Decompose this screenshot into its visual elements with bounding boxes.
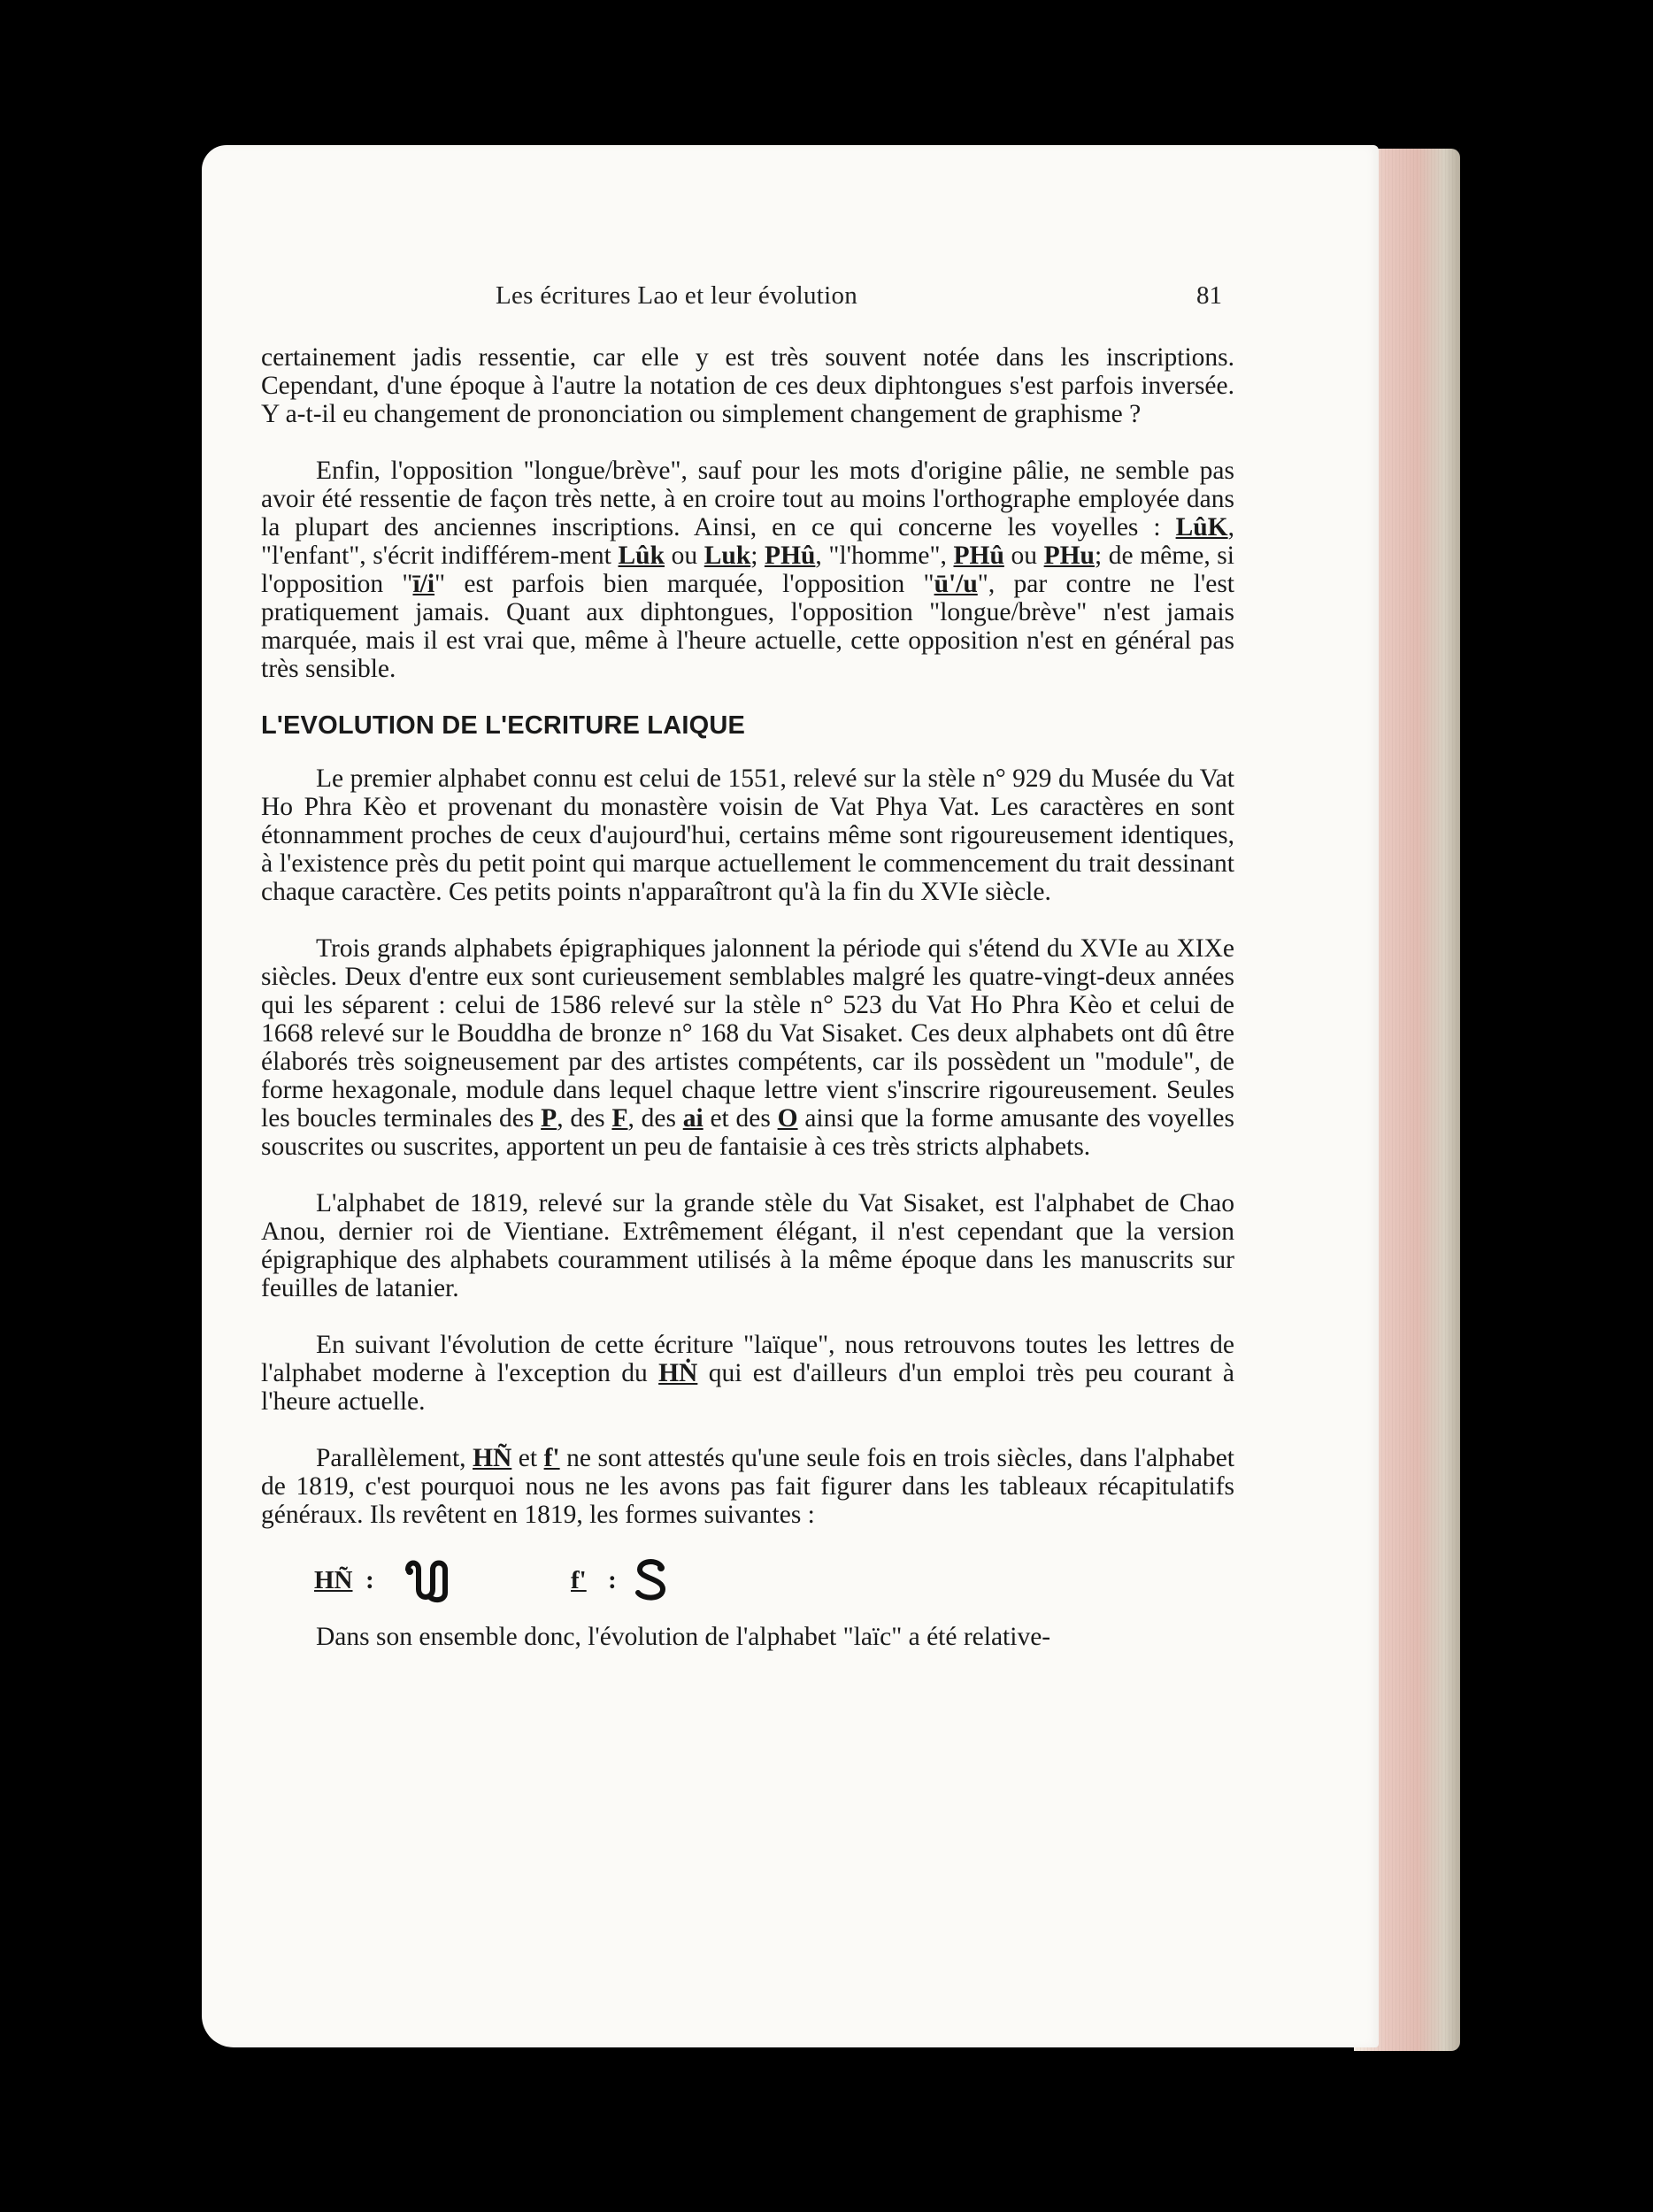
translit-phu-a: PHû	[765, 541, 816, 570]
paragraph-5: L'alphabet de 1819, relevé sur la grande stèle du Vat Sisaket, est l'alphabet de Chao Anou, dernier roi de Vientiane. Extrêmement élégant, il n'est cependant que la version épigraphique des alphabets couramment utilisés à la même époque dans les manuscrits sur feuilles de latanier.	[261, 1189, 1234, 1302]
translit-phu-b: PHû	[953, 541, 1004, 570]
paragraph-8: Dans son ensemble donc, l'évolution de l'alphabet "laïc" a été relative-	[316, 1623, 1051, 1651]
translit-luk-long: LûK	[1175, 513, 1228, 541]
translit-luk-short-a: Lûk	[618, 541, 665, 570]
glyph-separator-2: :	[608, 1566, 617, 1594]
translit-ai: ai	[682, 1104, 703, 1133]
glyph-examples	[261, 1557, 1234, 1600]
paragraph-7: Parallèlement, HÑ et f' ne sont attestés qu'une seule fois en trois siècles, dans l'alphabet de 1819, c'est pourquoi nous ne les avons pas fait figurer dans les tableaux récapitulatifs généraux. Ils revêtent en 1819, les formes suivantes :	[261, 1444, 1234, 1529]
paragraph-3: Le premier alphabet connu est celui de 1551, relevé sur la stèle n° 929 du Musée du Vat Ho Phra Kèo et provenant du monastère voisin de Vat Phya Vat. Les caractères en sont étonnamment proches de ceux d'aujourd'hui, certains même sont rigoureusement identiques, à l'existence près du petit point qui marque actuellement le commencement du trait dessinant chaque caractère. Ces petits points n'apparaîtront qu'à la fin du XVIe siècle.	[261, 764, 1234, 906]
translit-phu-c: PHu	[1043, 541, 1095, 570]
paragraph-6: En suivant l'évolution de cette écriture "laïque", nous retrouvons toutes les lettres de l'alphabet moderne à l'exception du HṄ qui est d'ailleurs d'un emploi très peu courant à l'heure actuelle.	[261, 1331, 1234, 1416]
glyph-label-hn: HÑ	[314, 1566, 353, 1594]
section-heading: L'EVOLUTION DE L'ECRITURE LAIQUE	[261, 711, 746, 740]
page-body	[261, 343, 1234, 1679]
page-number: 81	[1196, 281, 1222, 310]
paragraph-2: Enfin, l'opposition "longue/brève", sauf pour les mots d'origine pâlie, ne semble pas avoir été ressentie de façon très nette, à en croire tout au moins l'orthographe employée dans la plupart des anciennes inscriptions. Ainsi, en ce qui concerne les voyelles : LûK, "l'enfant", s'écrit indifférem-ment Lûk ou Luk; PHû, "l'homme", PHû ou PHu; de même, si l'opposition "ī/i" est parfois bien marquée, l'opposition "ū'/u", par contre ne l'est pratiquement jamais. Quant aux diphtongues, l'opposition "longue/brève" n'est jamais marquée, mais il est vrai que, même à l'heure actuelle, cette opposition n'est en général pas très sensible.	[261, 457, 1234, 683]
translit-i-long-short: ī/i	[412, 570, 435, 598]
translit-hn-dot: HṄ	[658, 1359, 698, 1387]
glyph-separator-1: :	[365, 1566, 374, 1594]
translit-u-long-short: ū'/u	[934, 570, 978, 598]
paragraph-4: Trois grands alphabets épigraphiques jalonnent la période qui s'étend du XVIe au XIXe siècles. Deux d'entre eux sont curieusement semblables malgré les quatre-vingt-deux années qui les séparent : celui de 1586 relevé sur la stèle n° 523 du Vat Ho Phra Kèo et celui de 1668 relevé sur le Bouddha de bronze n° 168 du Vat Sisaket. Ces deux alphabets ont dû être élaborés très soigneusement par des artistes compétents, car ils possèdent un "module", de forme hexagonale, module dans lequel chaque lettre vient s'inscrire rigoureusement. Seules les boucles terminales des P, des F, des ai et des O ainsi que la forme amusante des voyelles souscrites ou suscrites, apportent un peu de fantaisie à ces très stricts alphabets.	[261, 934, 1235, 1161]
running-title: Les écritures Lao et leur évolution	[496, 281, 858, 310]
translit-luk-short-b: Luk	[703, 541, 751, 570]
translit-o: O	[777, 1104, 798, 1133]
paragraph-1: certainement jadis ressentie, car elle y est très souvent notée dans les inscriptions. Cependant, d'une époque à l'autre la notation de ces deux diphtongues s'est parfois inversée. Y a-t-il eu changement de prononciation ou simplement changement de graphisme ?	[261, 343, 1234, 428]
translit-f: F	[611, 1104, 628, 1133]
translit-f-prime: f'	[543, 1444, 560, 1472]
glyph-label-f: f'	[571, 1566, 587, 1594]
translit-hn-tilde: HÑ	[473, 1444, 512, 1472]
lao-glyph-f-icon	[631, 1557, 672, 1603]
lao-glyph-hn-icon	[403, 1557, 456, 1603]
translit-p: P	[541, 1104, 557, 1133]
